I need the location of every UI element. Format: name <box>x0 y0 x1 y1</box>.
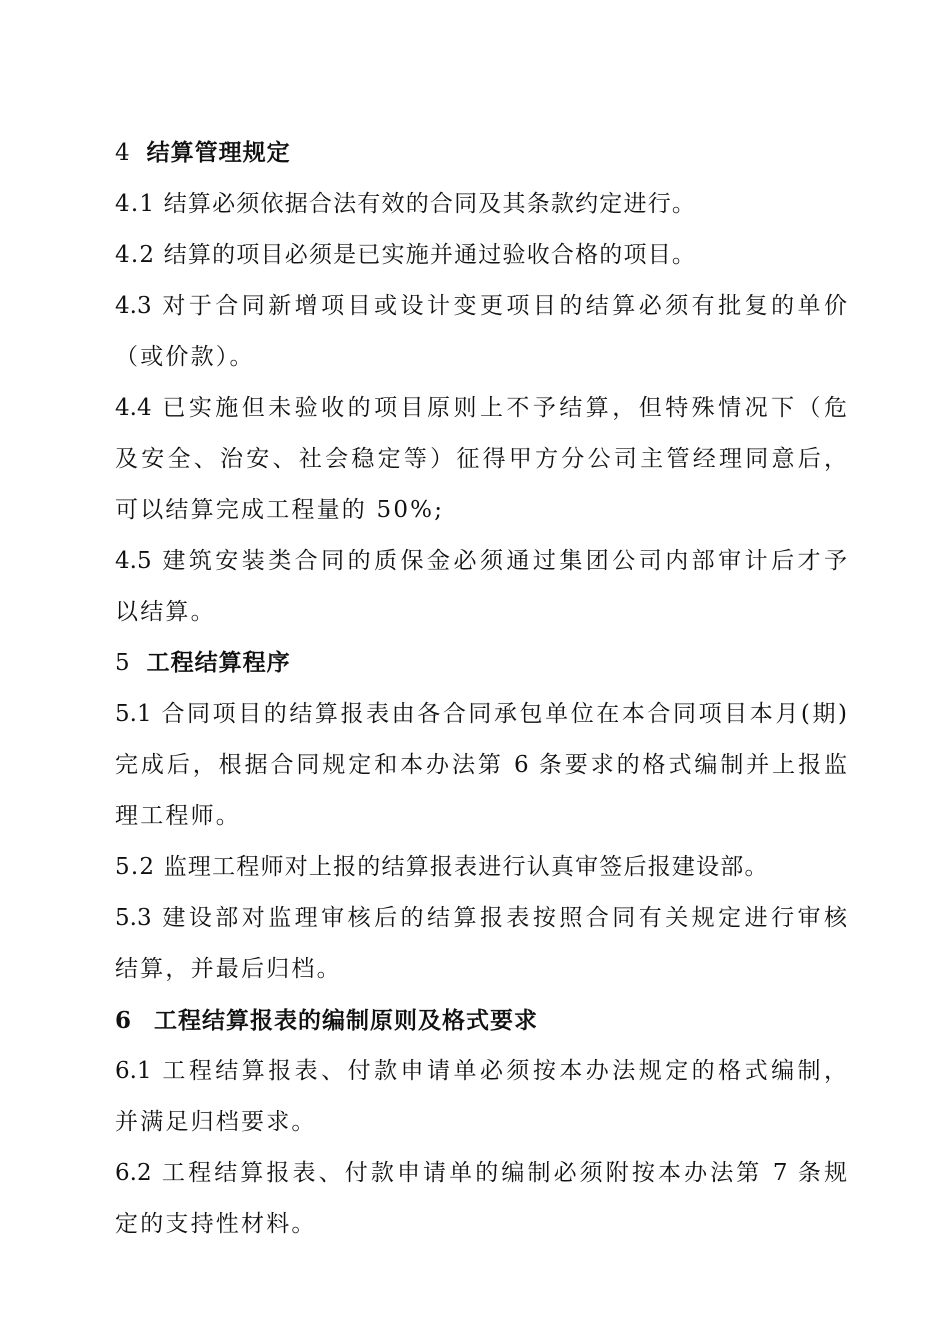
paragraph-line: 理工程师。 <box>115 803 241 829</box>
paragraph-line: 5.2 监理工程师对上报的结算报表进行认真审签后报建设部。 <box>115 854 769 880</box>
paragraph-line: 4.3 对于合同新增项目或设计变更项目的结算必须有批复的单价 <box>115 293 847 319</box>
section-heading-5 <box>115 638 847 689</box>
paragraph-line: 定的支持性材料。 <box>115 1211 317 1237</box>
paragraph-line: 6.2 工程结算报表、付款申请单的编制必须附按本办法第 7 条规 <box>115 1160 847 1186</box>
paragraph-line: 完成后，根据合同规定和本办法第 6 条要求的格式编制并上报监 <box>115 752 847 778</box>
section-title: 结算管理规定 <box>146 140 291 166</box>
paragraph-line: 5.1 合同项目的结算报表由各合同承包单位在本合同项目本月(期) <box>115 701 847 727</box>
section-number: 5 <box>115 650 131 676</box>
paragraph-line: 5.3 建设部对监理审核后的结算报表按照合同有关规定进行审核 <box>115 905 847 931</box>
paragraph-line: 4.1 结算必须依据合法有效的合同及其条款约定进行。 <box>115 191 697 217</box>
paragraph-line: 6.1 工程结算报表、付款申请单必须按本办法规定的格式编制， <box>115 1058 847 1084</box>
paragraph-line: 并满足归档要求。 <box>115 1109 317 1135</box>
paragraph-line: （或价款）。 <box>115 344 255 370</box>
paragraph-line: 以结算。 <box>115 599 216 625</box>
section-number: 6 <box>115 1007 133 1034</box>
paragraph-line: 4.2 结算的项目必须是已实施并通过验收合格的项目。 <box>115 242 697 268</box>
paragraph-line: 及安全、治安、社会稳定等）征得甲方分公司主管经理同意后， <box>115 446 847 472</box>
paragraph-line: 可以结算完成工程量的 50%; <box>115 497 445 523</box>
paragraph-line: 4.4 已实施但未验收的项目原则上不予结算，但特殊情况下（危 <box>115 395 847 421</box>
section-number: 4 <box>115 140 131 166</box>
document-page <box>115 128 847 1250</box>
paragraph-line: 结算，并最后归档。 <box>115 956 342 982</box>
section-title: 工程结算程序 <box>146 650 291 676</box>
section-title: 工程结算报表的编制原则及格式要求 <box>154 1008 539 1034</box>
paragraph-line: 4.5 建筑安装类合同的质保金必须通过集团公司内部审计后才予 <box>115 548 847 574</box>
section-heading-6 <box>115 995 847 1046</box>
section-heading-4 <box>115 128 847 179</box>
